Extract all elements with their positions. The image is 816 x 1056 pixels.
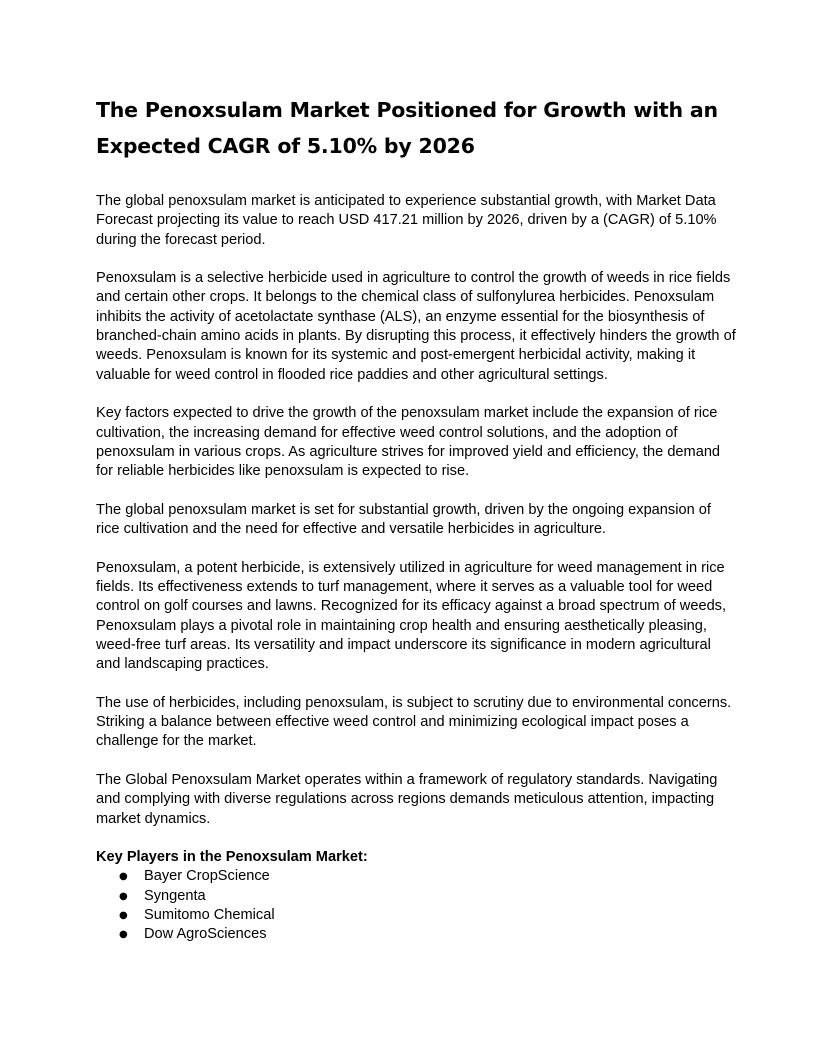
key-players-heading: Key Players in the Penoxsulam Market: [96,849,368,866]
bullet-icon: ● [119,890,128,902]
paragraph-market-forecast: The global penoxsulam market is anticipated to experience substantial growth, with Market Data Forecast projecting its value to reach USD 417.21 million by 2026, driven by a (CAGR) of 5.10% during the forecast period. [96,193,717,248]
document-title: The Penoxsulam Market Positioned for Growth with an Expected CAGR of 5.10% by 2026 [96,98,718,158]
player-name: Dow AgroSciences [144,926,267,943]
player-name: Syngenta [144,887,206,904]
list-item [96,887,736,906]
list-item [96,906,736,925]
player-name: Sumitomo Chemical [144,906,275,923]
paragraph-regulatory-standards: The Global Penoxsulam Market operates within a framework of regulatory standards. Navigating and complying with diverse regulations across regions demands meticulous attention, impacting market dynamics. [96,771,718,827]
key-players-list [96,867,736,944]
paragraph-environmental-concerns: The use of herbicides, including penoxsulam, is subject to scrutiny due to environmental concerns. Striking a balance between effective weed control and minimizing ecological impact poses a challenge for the market. [96,694,732,750]
player-name: Bayer CropScience [144,868,270,885]
paragraph-growth-outlook: The global penoxsulam market is set for substantial growth, driven by the ongoing expansion of rice cultivation and the need for effective and versatile herbicides in agriculture. [96,501,711,538]
list-item [96,867,736,886]
bullet-icon: ● [119,909,128,921]
paragraph-growth-drivers: Key factors expected to drive the growth of the penoxsulam market include the expansion of rice cultivation, the increasing demand for effective weed control solutions, and the adoption of penoxsulam in various crops. As agriculture strives for improved yield and efficiency, the demand for reliable herbicides like penoxsulam is expected to rise. [96,405,721,480]
bullet-icon: ● [119,929,128,941]
document-page [96,92,736,945]
bullet-icon: ● [119,871,128,883]
list-item [96,925,736,944]
paragraph-applications: Penoxsulam, a potent herbicide, is extensively utilized in agriculture for weed management in rice fields. Its effectiveness extends to turf management, where it serves as a valuable tool for weed control on golf courses and lawns. Recognized for its efficacy against a broad spectrum of weeds, Penoxsulam plays a pivotal role in maintaining crop health and ensuring aesthetically pleasing, weed-free turf areas. Its versatility and impact underscore its significance in modern agricultural and landscaping practices. [96,559,727,673]
paragraph-penoxsulam-description: Penoxsulam is a selective herbicide used in agriculture to control the growth of weeds in rice fields and certain other crops. It belongs to the chemical class of sulfonylurea herbicides. Penoxsulam inhibits the activity of acetolactate synthase (ALS), an enzyme essential for the biosynthesis of branched-chain amino acids in plants. By disrupting this process, it effectively hinders the growth of weeds. Penoxsulam is known for its systemic and post-emergent herbicidal activity, making it valuable for weed control in flooded rice paddies and other agricultural settings. [96,270,736,383]
